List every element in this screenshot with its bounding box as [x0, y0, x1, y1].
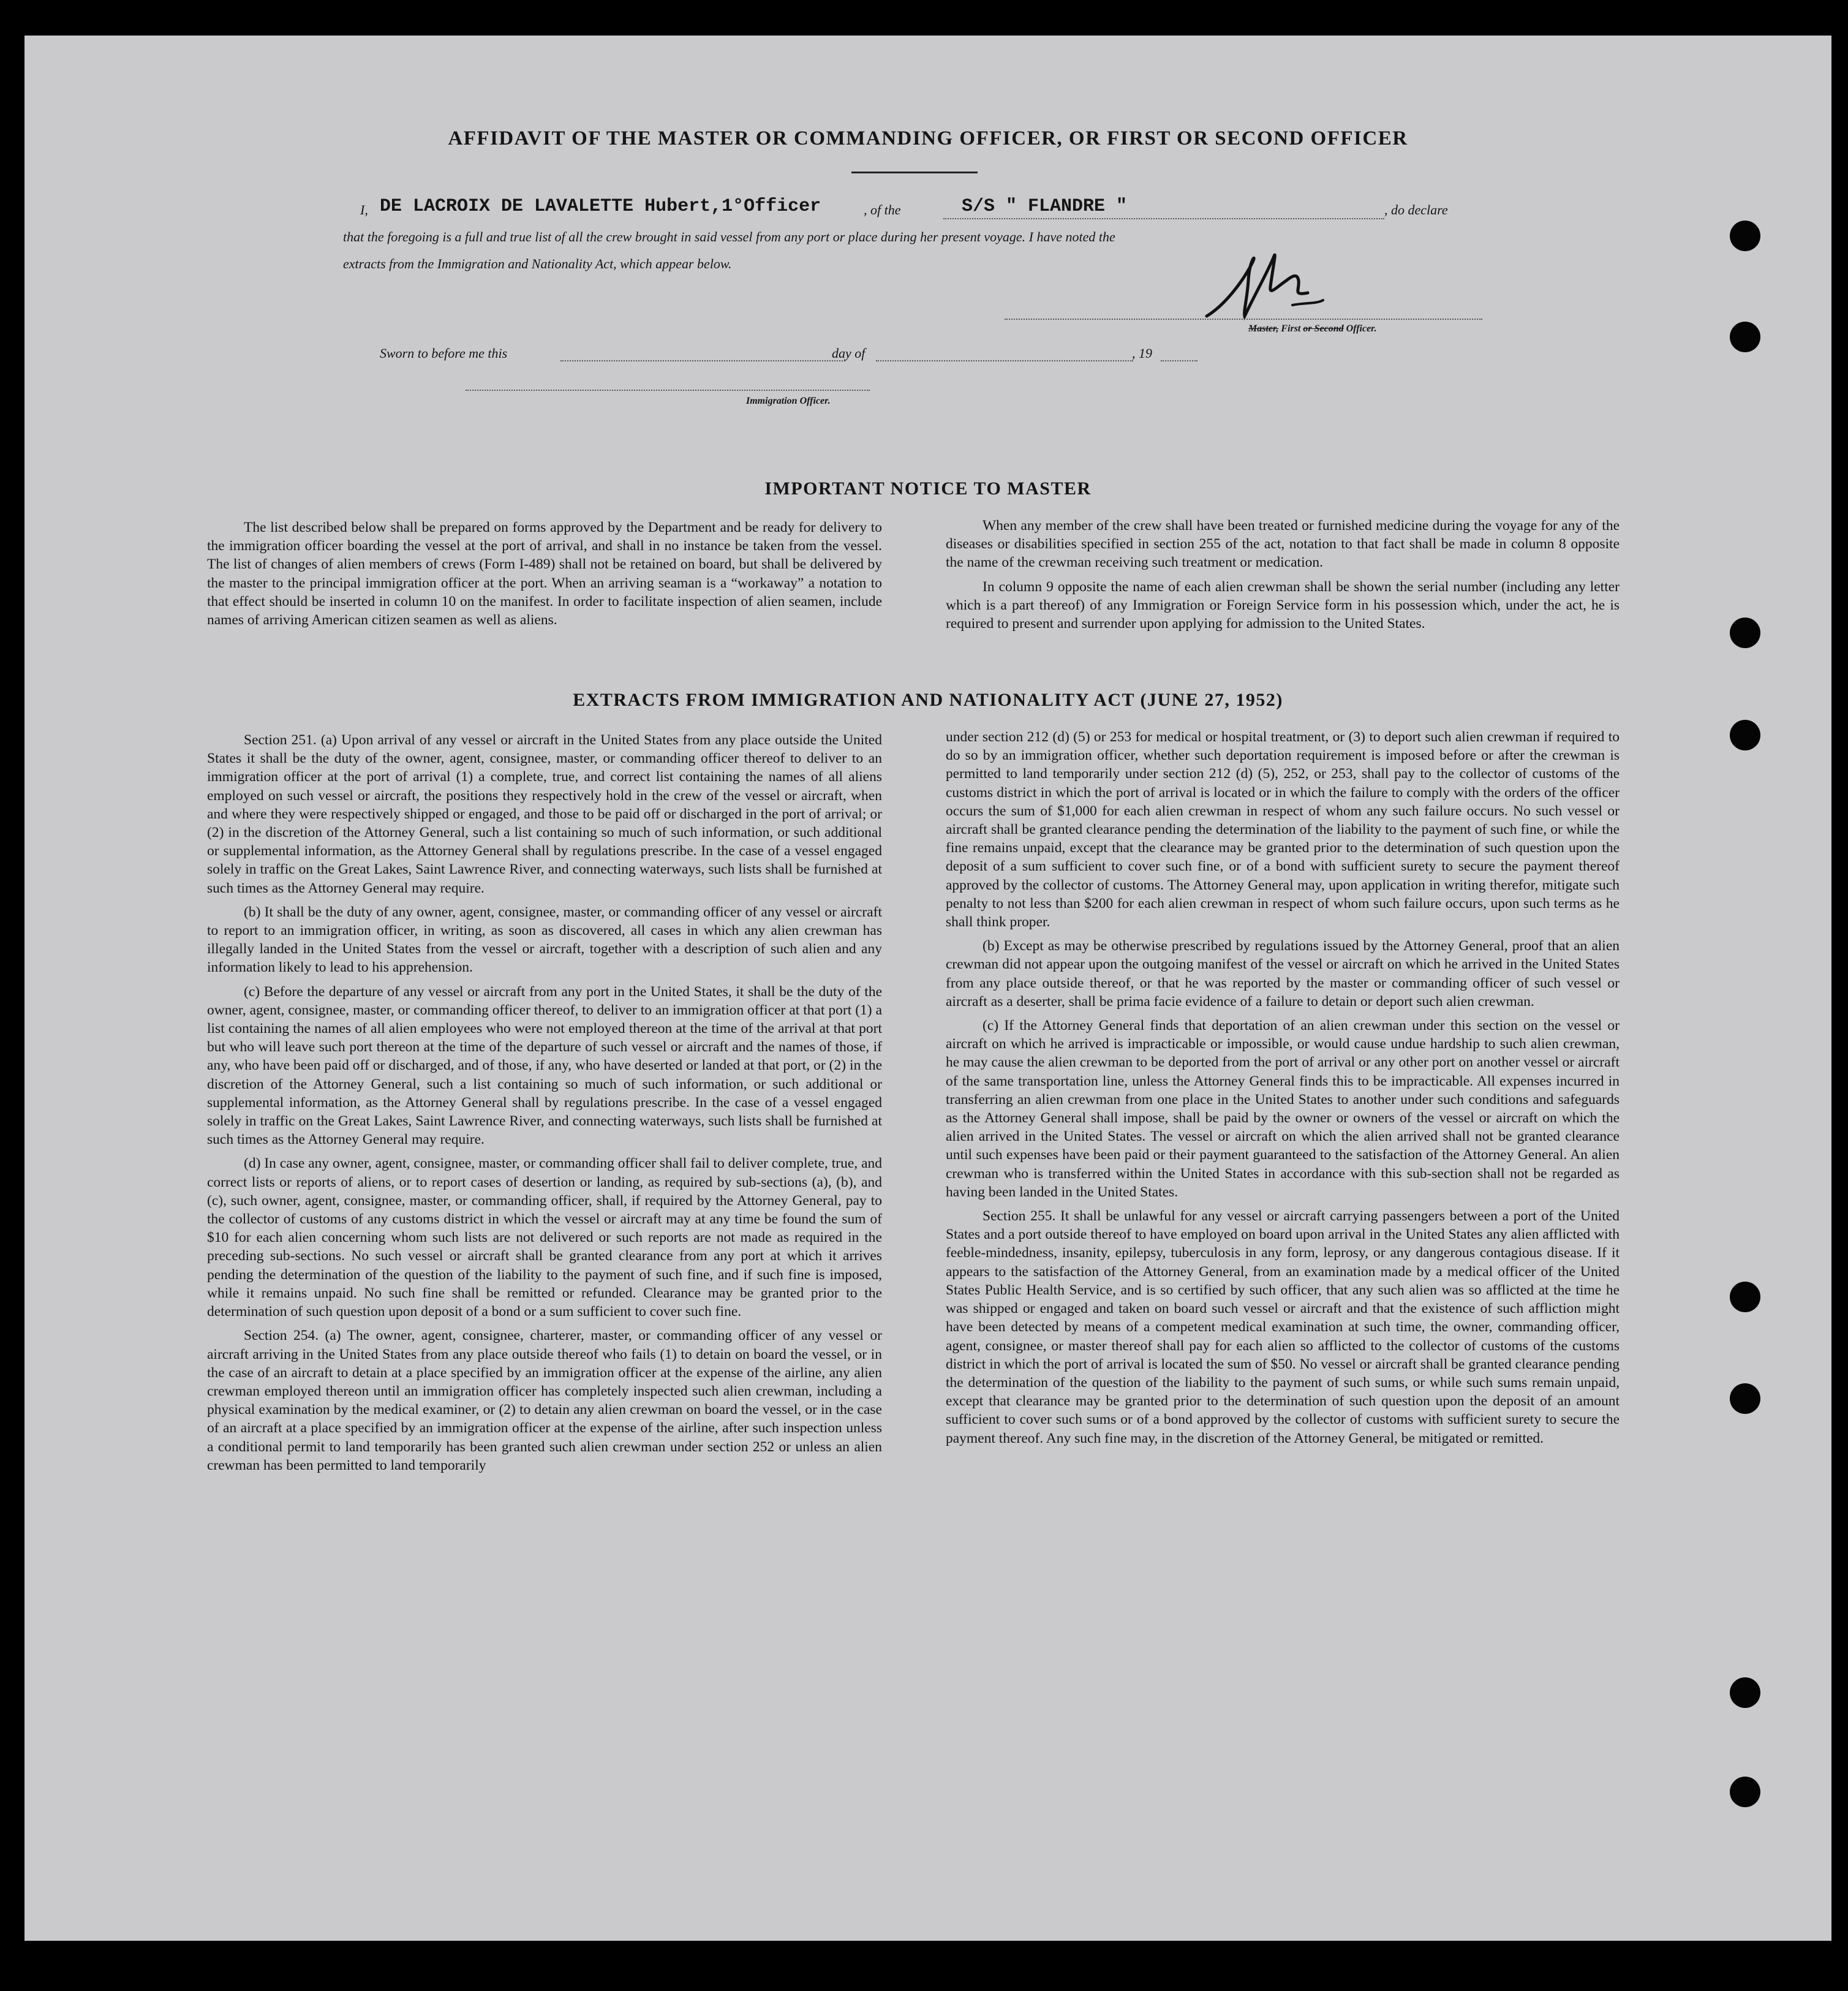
extract-section-254a-continued: under section 212 (d) (5) or 253 for medical or hospital treatment, or (3) to deport such alien crewman if required to do so by an immigration officer, whether such deportation requirement is imposed before or after the crewman is permitted to land temporarily under section 212 (d) (5), 252, or 253, shall pay to the collector of customs of the customs district in which the port of arrival is located or in which the failure to comply with the orders of the officer occurs the sum of $1,000 for each alien crewman in respect of whom any such failure occurs. No such vessel or aircraft shall be granted clearance pending the determination of the liability to the payment of such fine, or while the fine remains unpaid, except that the clearance may be granted prior to the determination of such question upon the deposit of a sum sufficient to cover such fine, or of a bond with sufficient surety to secure the payment thereof approved by the collector of customs. The Attorney General may, upon application in writing therefor, mitigate such penalty to not less than $200 for each alien crewman in respect of whom such failure occurs, upon such terms as he shall think proper. — [946, 729, 1620, 931]
notice-left-column — [207, 518, 882, 635]
punch-hole — [1730, 618, 1760, 648]
sig-first-label: First — [1281, 323, 1301, 334]
sworn-month-line — [876, 360, 1133, 361]
do-declare-label: , do declare — [1384, 202, 1448, 217]
affidavit-title: AFFIDAVIT OF THE MASTER OR COMMANDING OFFICER, OR FIRST OR SECOND OFFICER — [448, 127, 1408, 149]
punch-hole — [1730, 1383, 1760, 1414]
extract-section-251b: (b) It shall be the duty of any owner, agent, consignee, master, or commanding officer of any vessel or aircraft to report to an immigration officer, in writing, as soon as discovered, all cases in which any alien crewman has illegally landed in the United States from the vessel or aircraft, together with a description of such alien and any information likely to lead to his apprehension. — [207, 904, 882, 976]
signature-line — [1005, 319, 1482, 320]
immigration-officer-caption: Immigration Officer. — [746, 396, 831, 406]
sig-second-label: or Second — [1303, 323, 1344, 334]
day-of-label: day of — [832, 346, 866, 361]
immigration-officer-line — [466, 390, 870, 391]
signature-caption — [1248, 323, 1377, 334]
sworn-day-line — [560, 360, 845, 361]
notice-heading: IMPORTANT NOTICE TO MASTER — [764, 478, 1092, 499]
notice-right-paragraph-1: When any member of the crew shall have been treated or furnished medicine during the voyage for any of the diseases or disabilities specified in section 255 of the act, notation to that fact shall be made in column 8 opposite the name of the crewman receiving such treatment or medication. — [946, 518, 1620, 571]
title-rule — [851, 172, 978, 173]
extracts-left-column — [207, 731, 882, 1480]
declaration-text-line2: extracts from the Immigration and Nationality Act, which appear below. — [343, 256, 732, 271]
extracts-right-column — [946, 728, 1620, 1453]
punch-hole — [1730, 720, 1760, 750]
notice-left-paragraph: The list described below shall be prepared on forms approved by the Department and be ready for delivery to the immigration officer boarding the vessel at the port of arrival, and shall in no instance be taken from the vessel. The list of changes of alien members of crews (Form I-489) shall not be retained on board, but shall be delivered by the master to the principal immigration officer at the port. When an arriving seaman is a “workaway” a notation to that effect should be inserted in column 10 on the manifest. In order to facilitate inspection of alien seamen, include names of arriving American citizen seamen as well as aliens. — [207, 519, 882, 629]
declaration-text-line1: that the foregoing is a full and true list of all the crew brought in said vessel from any port or place during her present voyage. I have noted the — [343, 229, 1115, 244]
extract-section-254b: (b) Except as may be otherwise prescribed by regulations issued by the Attorney General, proof that an alien crewman did not appear upon the outgoing manifest of the vessel or aircraft on which he arrived in the United States from any place outside thereof, or that he was reported by the master or commanding officer of such vessel or aircraft as a deserter, shall be prima facie evidence of a failure to detain or deport such alien crewman. — [946, 938, 1620, 1010]
sworn-year-line — [1161, 360, 1197, 361]
vessel-name-line — [943, 218, 1384, 219]
of-the-label: , of the — [864, 202, 901, 217]
extract-section-251a: Section 251. (a) Upon arrival of any vessel or aircraft in the United States from any place outside the United States it shall be the duty of the owner, agent, consignee, master, or commanding officer thereof to deliver to an immigration officer at the port of arrival (1) a complete, true, and correct list containing the names of all aliens employed on such vessel or aircraft, the positions they respectively hold in the crew of the vessel or aircraft, when and where they were respectively shipped or engaged, and those to be paid off or discharged in the port of arrival; or (2) in the discretion of the Attorney General, such a list containing so much of such information, or such additional or supplemental information, as the Attorney General shall by regulations prescribe. In the case of a vessel engaged solely in traffic on the Great Lakes, Saint Lawrence River, and connecting waterways, such lists shall be furnished at such times as the Attorney General may require. — [207, 732, 882, 896]
punch-hole — [1730, 1677, 1760, 1708]
sig-officer-label: Officer. — [1346, 323, 1377, 334]
officer-signature — [1201, 244, 1348, 330]
punch-hole — [1730, 221, 1760, 251]
extract-section-251c: (c) Before the departure of any vessel or aircraft from any port in the United States, it shall be the duty of the owner, agent, consignee, master, or commanding officer thereof, to deliver to an immigration officer at that port (1) a list containing the names of all alien employees who were not employed thereon at the time of the arrival at that port but who will leave such port thereon at the time of the departure of such vessel or aircraft and the names of those, if any, who have been paid off or discharged, and of those, if any, who have deserted or landed at that port, or (2) in the discretion of the Attorney General, such a list containing so much of such information, or such additional or supplemental information, as the Attorney General shall by regulations prescribe. In the case of a vessel engaged solely in traffic on the Great Lakes, Saint Lawrence River, and connecting waterways, such lists shall be furnished at such times as the Attorney General may require. — [207, 983, 882, 1148]
punch-hole — [1730, 1777, 1760, 1807]
notice-right-paragraph-2: In column 9 opposite the name of each alien crewman shall be shown the serial number (including any letter which is a part thereof) of any Immigration or Foreign Service form in his possession which, under the act, he is required to present and surrender upon applying for admission to the United States. — [946, 578, 1620, 632]
document-page — [25, 36, 1831, 1941]
extract-section-254c: (c) If the Attorney General finds that deportation of an alien crewman under this section on the vessel or aircraft on which he arrived is impracticable or impossible, or would cause undue hardship to such alien crewman, he may cause the alien crewman to be deported from the port of arrival or any other port on another vessel or aircraft of the same transportation line, unless the Attorney General finds this to be impracticable. All expenses incurred in transferring an alien crewman from one place in the United States to another under such conditions and safeguards as the Attorney General shall impose, shall be paid by the owner or owners of the vessel or aircraft on which the alien arrived in the United States. The vessel or aircraft on which the alien arrived shall not be granted clearance until such expenses have been paid or their payment guaranteed to the satisfaction of the Attorney General. An alien crewman who is transferred within the United States in accordance with this sub-section shall not be regarded as having been landed in the United States. — [946, 1018, 1620, 1200]
officer-name-field: DE LACROIX DE LAVALETTE Hubert,1°Officer — [380, 196, 821, 217]
extracts-heading: EXTRACTS FROM IMMIGRATION AND NATIONALITY ACT (JUNE 27, 1952) — [573, 690, 1283, 710]
extract-section-254a: Section 254. (a) The owner, agent, consignee, charterer, master, or commanding officer of any vessel or aircraft arriving in the United States from any place outside thereof who fails (1) to detain on board the vessel, or in the case of an aircraft to detain at a place specified by an immigration officer at the expense of the airline, any alien crewman employed thereon until an immigration officer has completely inspected such alien crewman, including a physical examination by the medical examiner, or (2) to detain any alien crewman on board the vessel, or in the case of an aircraft at a place specified by an immigration officer at the expense of the airline, after such inspection unless a conditional permit to land temporarily has been granted such alien crewman under section 252 or unless an alien crewman has been permitted to land temporarily — [207, 1328, 882, 1473]
punch-hole — [1730, 322, 1760, 352]
year-prefix: , 19 — [1132, 346, 1152, 361]
extract-section-251d: (d) In case any owner, agent, consignee, master, or commanding officer shall fail to deliver complete, true, and correct lists or reports of aliens, or to report cases of desertion or landing, as required by sub-sections (a), (b), and (c), such owner, agent, consignee, master, or commanding officer, shall, if required by the Attorney General, pay to the collector of customs of any customs district in which the vessel or aircraft may at any time be found the sum of $10 for each alien concerning whom such lists are not delivered or such reports are not made as required in the preceding sub-sections. No such vessel or aircraft shall be granted clearance from any port at which it arrives pending the determination of the question of the liability to the payment of such fine, and if such fine is imposed, while it remains unpaid. No such fine shall be remitted or refunded. Clearance may be granted prior to the determination of such question upon deposit of a bond or a sum sufficient to cover such fine. — [207, 1155, 882, 1320]
extract-section-255: Section 255. It shall be unlawful for any vessel or aircraft carrying passengers between a port of the United States and a port outside thereof to have employed on board upon arrival in the United States any alien afflicted with feeble-mindedness, insanity, epilepsy, tuberculosis in any form, leprosy, or any dangerous contagious disease. If it appears to the satisfaction of the Attorney General, from an examination made by a medical officer of the United States Public Health Service, and is so certified by such officer, that any such alien was so afflicted at the time he was shipped or engaged and taken on board such vessel or aircraft and that the existence of such affliction might have been detected by means of a competent medical examination at such time, the owner, commanding officer, agent, consignee, or master thereof shall pay for each alien so afflicted to the collector of customs of the customs district in which the port of arrival is located the sum of $50. No vessel or aircraft shall be granted clearance pending the determination of the question of the liability to the payment of such sums, or while such sums remain unpaid, except that clearance may be granted prior to the determination of such question upon the deposit of an amount sufficient to cover such sums or of a bond approved by the collector of customs with sufficient surety to secure the payment thereof. Any such fine may, in the discretion of the Attorney General, be mitigated or remitted. — [946, 1208, 1620, 1446]
vessel-name-field: S/S " FLANDRE " — [962, 196, 1128, 217]
sworn-prefix: Sworn to before me this — [380, 346, 508, 361]
punch-hole — [1730, 1282, 1760, 1312]
sig-master-label: Master, — [1248, 323, 1279, 334]
notice-right-column — [946, 516, 1620, 638]
i-prefix: I, — [360, 202, 368, 217]
